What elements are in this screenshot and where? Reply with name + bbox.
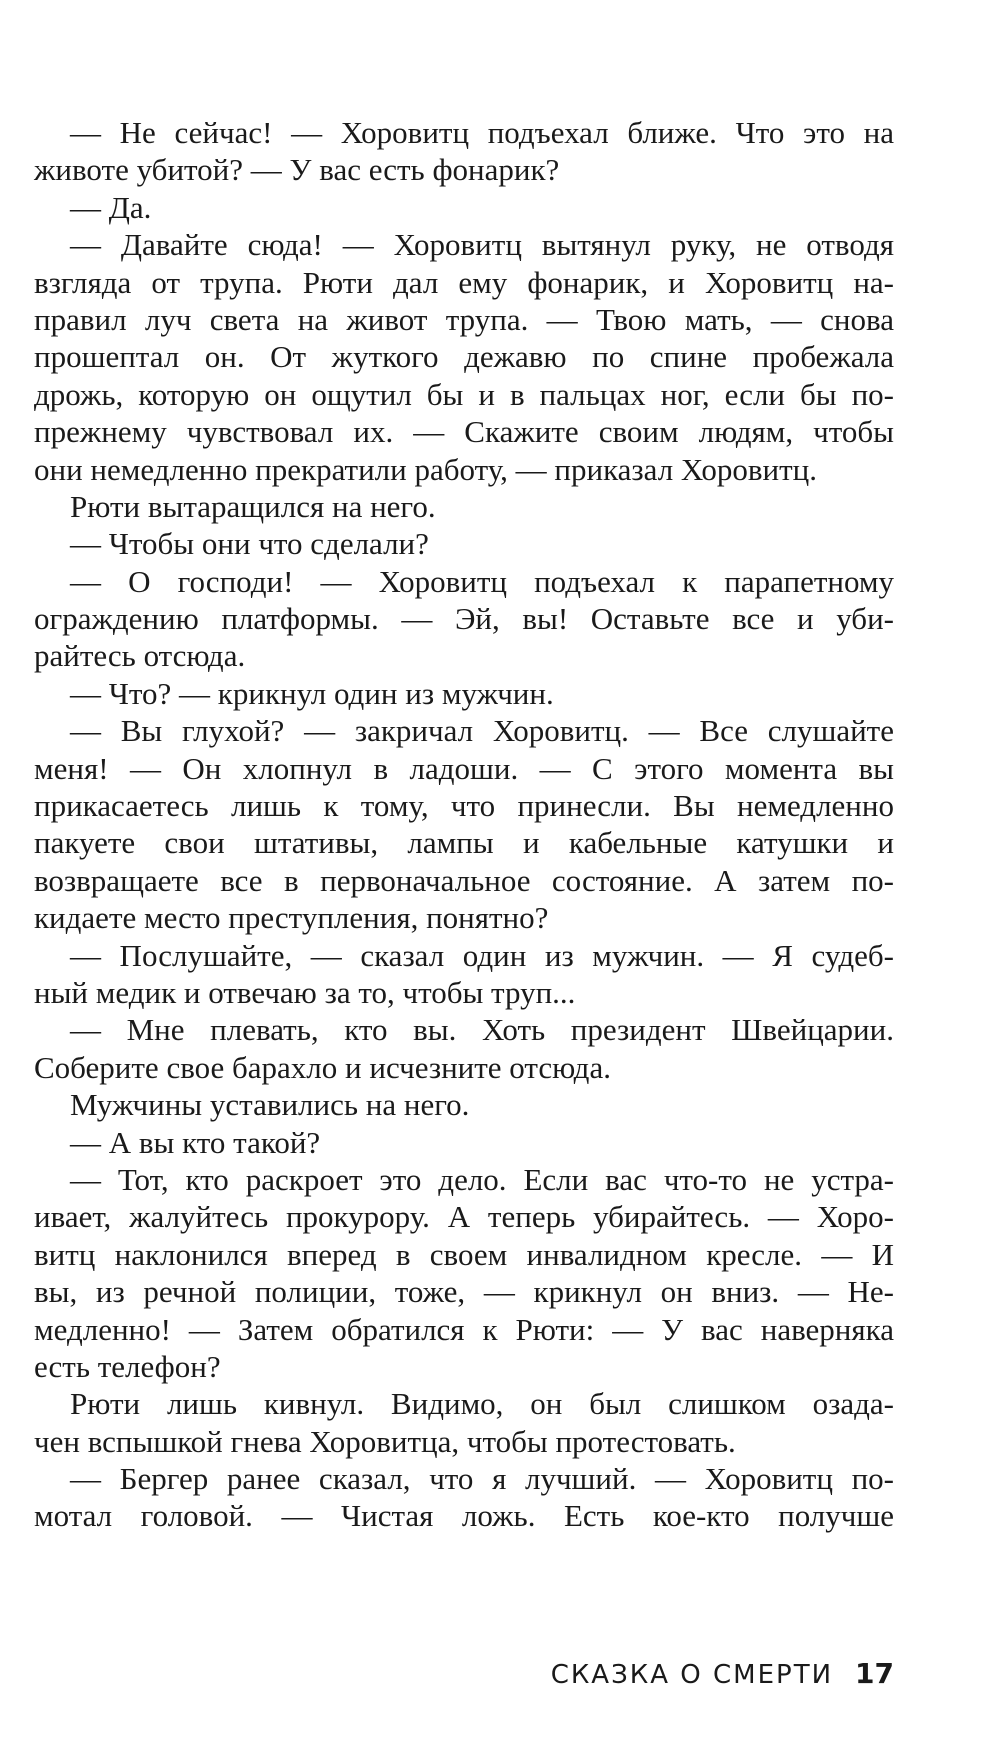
body-text: [34, 114, 894, 1535]
text-line: райтесь отсюда.: [34, 638, 246, 674]
text-line: Мужчины уставились на него.: [70, 1087, 470, 1123]
text-line: Рюти лишь кивнул. Видимо, он был слишком озада-: [70, 1386, 894, 1422]
text-line: возвращаете все в первоначальное состояние. А затем по-: [34, 862, 894, 898]
text-line: чен вспышкой гнева Хоровитца, чтобы протестовать.: [34, 1423, 736, 1459]
page-footer: [551, 1654, 894, 1694]
text-line: меня! — Он хлопнул в ладоши. — С этого момента вы: [34, 750, 894, 786]
text-line: — Послушайте, — сказал один из мужчин. — Я судеб-: [70, 937, 894, 973]
text-line: кидаете место преступления, понятно?: [34, 900, 549, 936]
text-line: витц наклонился вперед в своем инвалидном кресле. — И: [34, 1236, 894, 1272]
text-line: — Не сейчас! — Хоровитц подъехал ближе. Что это на: [70, 115, 894, 150]
text-line: Соберите свое барахло и исчезните отсюда.: [34, 1049, 611, 1085]
text-line: Рюти вытаращился на него.: [70, 488, 436, 524]
page-number: 17: [855, 1657, 894, 1690]
text-line: они немедленно прекратили работу, — приказал Хоровитц.: [34, 451, 817, 487]
text-line: мотал головой. — Чистая ложь. Есть кое-кто получше: [34, 1498, 894, 1534]
text-line: прежнему чувствовал их. — Скажите своим людям, чтобы: [34, 414, 894, 450]
text-line: есть телефон?: [34, 1348, 221, 1384]
text-line: пакуете свои штативы, лампы и кабельные катушки и: [34, 825, 894, 861]
text-line: медленно! — Затем обратился к Рюти: — У вас наверняка: [34, 1311, 894, 1347]
text-line: ограждению платформы. — Эй, вы! Оставьте все и уби-: [34, 601, 894, 637]
running-title: СКАЗКА О СМЕРТИ: [550, 1660, 834, 1690]
text-line: — Давайте сюда! — Хоровитц вытянул руку, не отводя: [70, 227, 894, 263]
text-line: ивает, жалуйтесь прокурору. А теперь убирайтесь. — Хоро-: [34, 1199, 894, 1235]
text-line: животе убитой? — У вас есть фонарик?: [34, 152, 560, 188]
text-line: прошептал он. От жуткого дежавю по спине пробежала: [34, 339, 894, 375]
text-line: ный медик и отвечаю за то, чтобы труп...: [34, 974, 576, 1010]
text-line: вы, из речной полиции, тоже, — крикнул он вниз. — Не-: [34, 1274, 894, 1310]
text-line: правил луч света на живот трупа. — Твою мать, — снова: [34, 301, 894, 337]
text-line: — Мне плевать, кто вы. Хоть президент Швейцарии.: [70, 1012, 894, 1048]
text-line: — Что? — крикнул один из мужчин.: [70, 675, 554, 711]
text-line: взгляда от трупа. Рюти дал ему фонарик, и Хоровитц на-: [34, 264, 894, 300]
text-line: — Бергер ранее сказал, что я лучший. — Хоровитц по-: [70, 1461, 894, 1497]
text-line: — Да.: [70, 189, 152, 225]
text-line: — А вы кто такой?: [70, 1124, 321, 1160]
text-line: — Тот, кто раскроет это дело. Если вас что-то не устра-: [70, 1161, 894, 1197]
text-line: прикасаетесь лишь к тому, что принесли. Вы немедленно: [34, 788, 894, 824]
text-line: — О господи! — Хоровитц подъехал к парапетному: [70, 563, 894, 599]
text-line: — Вы глухой? — закричал Хоровитц. — Все слушайте: [70, 713, 894, 749]
text-line: дрожь, которую он ощутил бы и в пальцах ног, если бы по-: [34, 376, 894, 412]
text-line: — Чтобы они что сделали?: [70, 526, 429, 562]
